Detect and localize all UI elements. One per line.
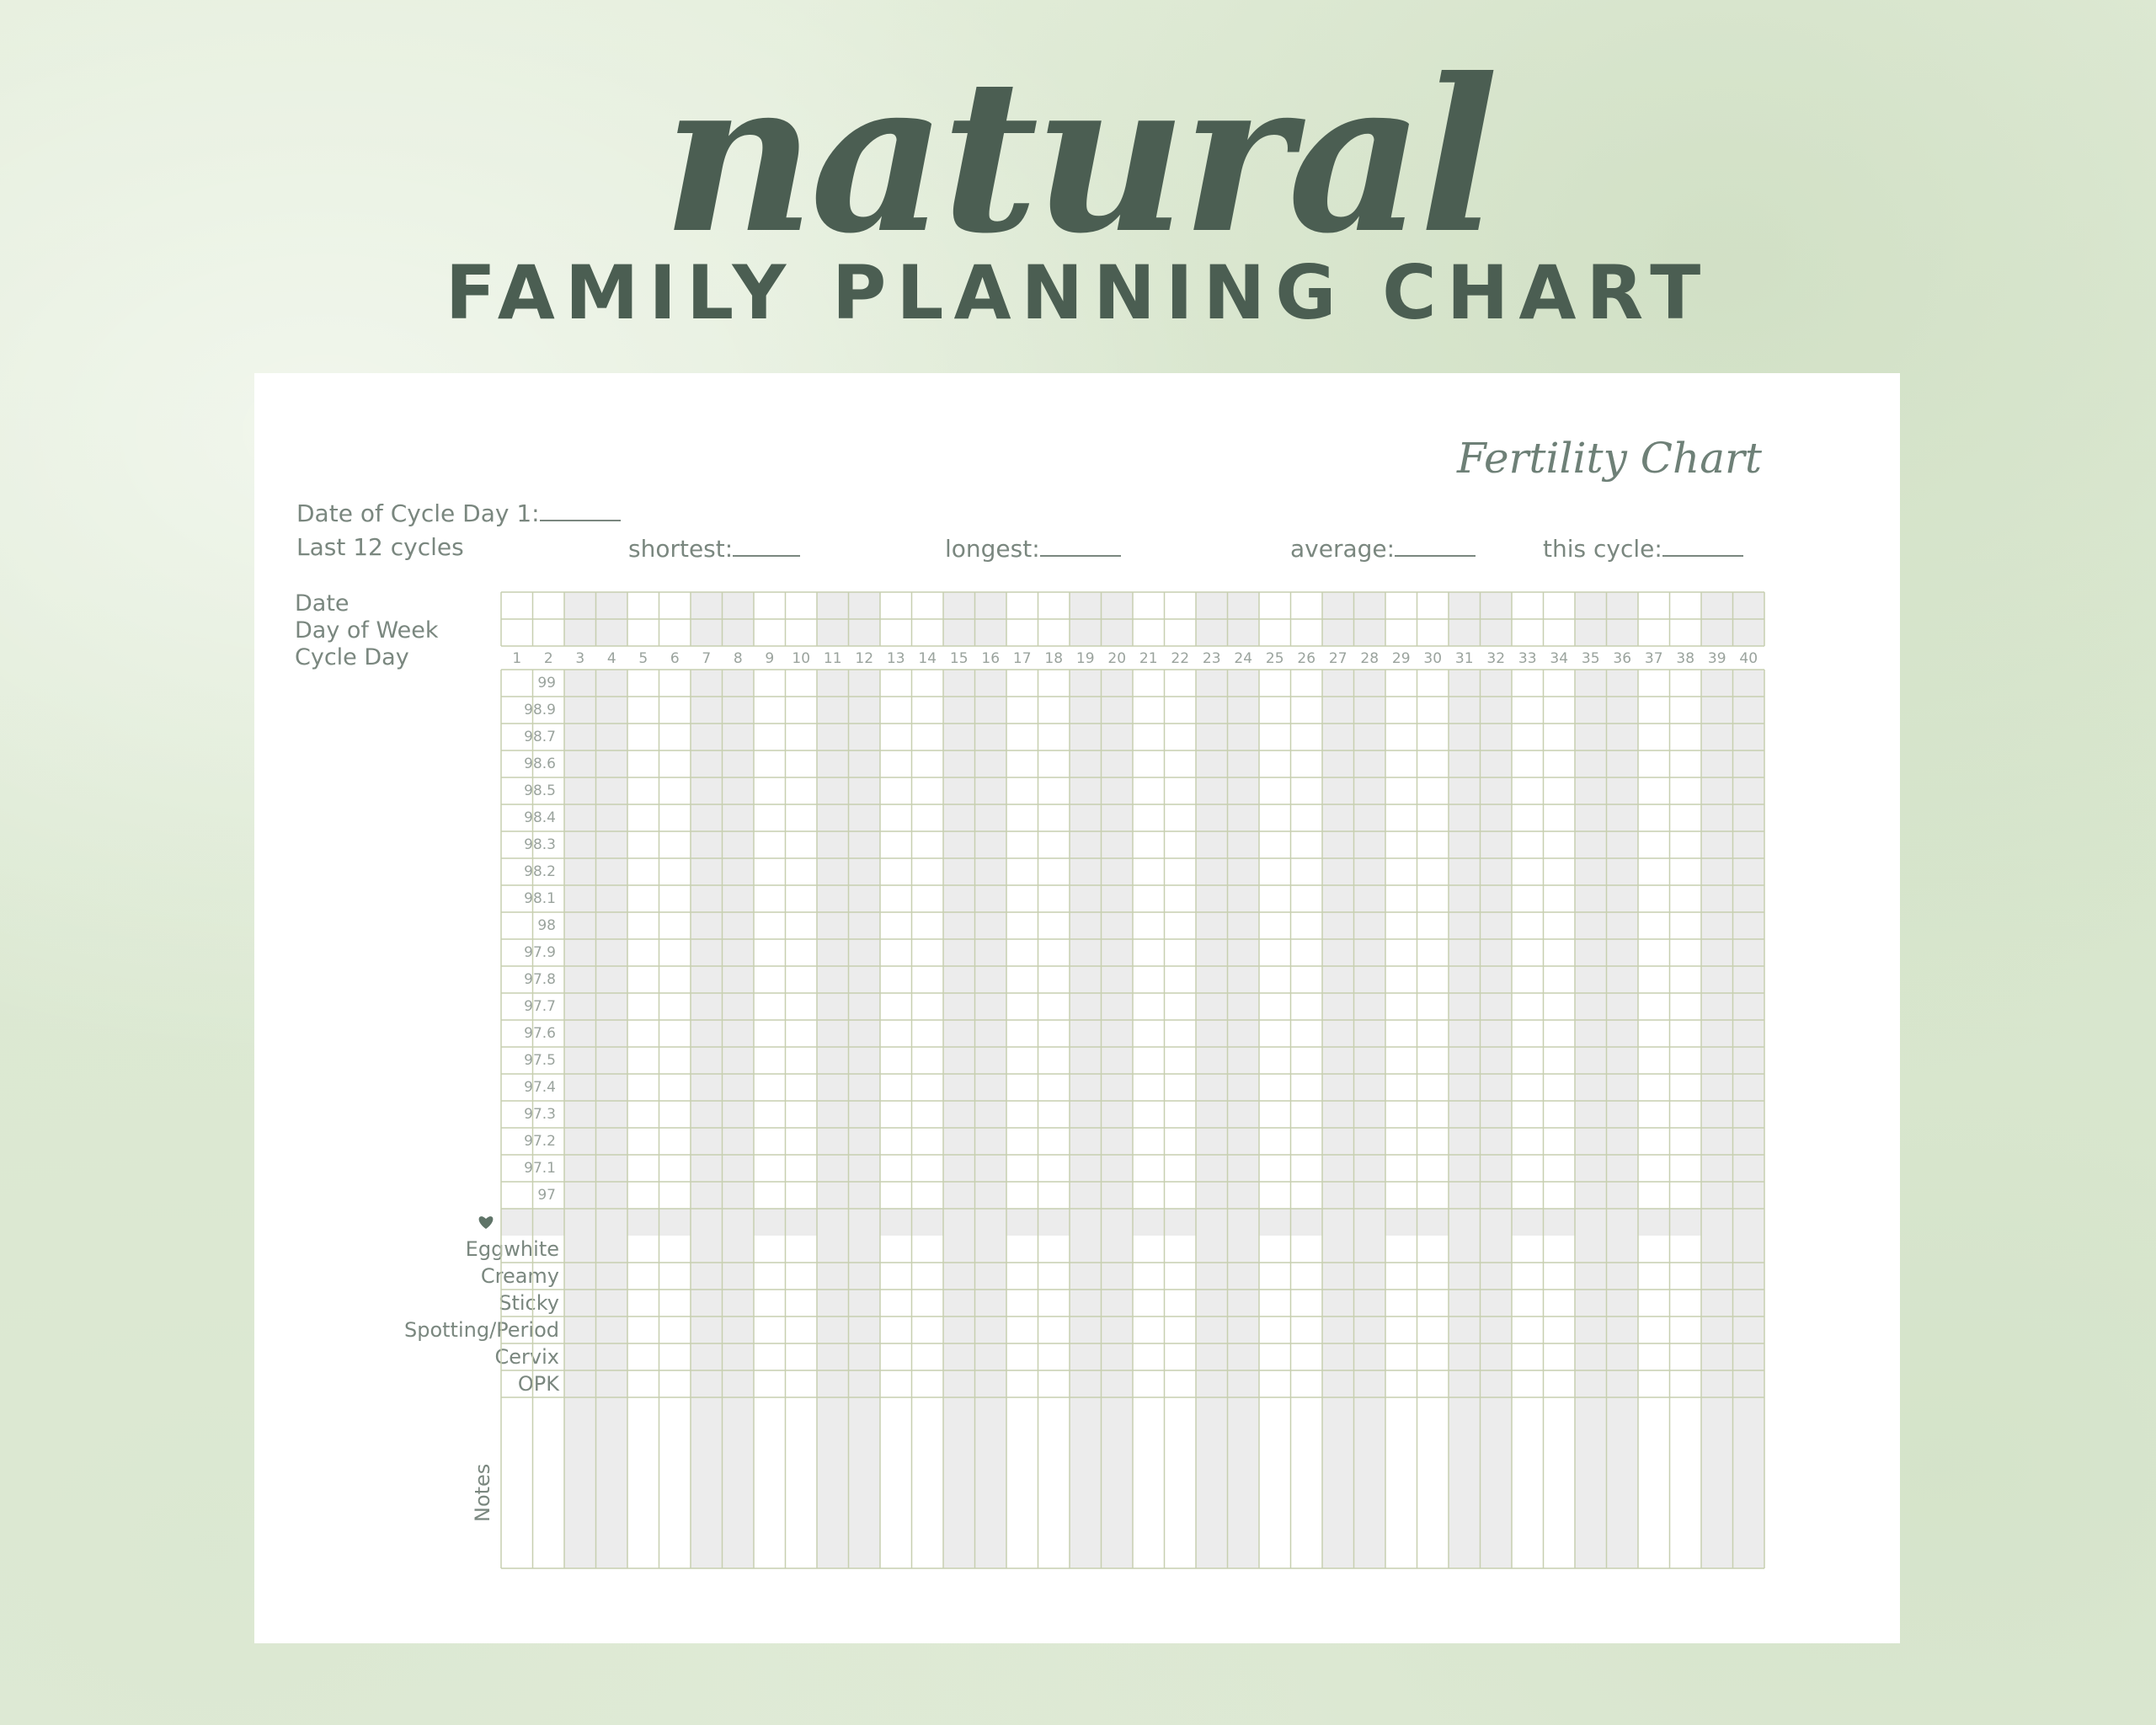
cycle-day-number: 34 bbox=[1550, 650, 1569, 667]
date-row-label: Date bbox=[295, 590, 350, 617]
main-title: FAMILY PLANNING CHART bbox=[445, 249, 1711, 336]
this-cycle-label: this cycle: bbox=[1543, 535, 1662, 563]
cycle-day-number: 9 bbox=[765, 650, 775, 667]
temperature-label: 97.3 bbox=[524, 1106, 556, 1123]
cycle-day-number: 2 bbox=[543, 650, 553, 667]
cycle-day-number: 4 bbox=[606, 650, 616, 667]
shortest-label: shortest: bbox=[628, 535, 734, 563]
cycle-day-number: 40 bbox=[1739, 650, 1758, 667]
cycle-day-number: 29 bbox=[1391, 650, 1411, 667]
shaded-column bbox=[849, 592, 881, 1568]
cycle-day-number: 37 bbox=[1644, 650, 1663, 667]
cycle-day-number: 35 bbox=[1581, 650, 1600, 667]
cycle-day-number: 3 bbox=[575, 650, 585, 667]
shaded-column bbox=[975, 592, 1007, 1568]
temperature-label: 98.4 bbox=[524, 809, 556, 826]
shaded-column bbox=[723, 592, 755, 1568]
cycle-day-number: 27 bbox=[1328, 650, 1348, 667]
temperature-label: 98.5 bbox=[524, 782, 556, 799]
temperature-label: 98.3 bbox=[524, 836, 556, 853]
temperature-label: 97 bbox=[537, 1187, 556, 1204]
heart-icon bbox=[479, 1216, 494, 1229]
cycle-day-number: 12 bbox=[855, 650, 874, 667]
shaded-column bbox=[1733, 592, 1765, 1568]
observation-row-label: OPK bbox=[517, 1372, 559, 1396]
cycle-day-number: 11 bbox=[823, 650, 842, 667]
cycle-day-number: 16 bbox=[981, 650, 1001, 667]
temperature-label: 97.1 bbox=[524, 1160, 556, 1177]
cycle-day-number: 23 bbox=[1202, 650, 1221, 667]
shaded-column bbox=[1575, 592, 1607, 1568]
cycle-day-number: 32 bbox=[1486, 650, 1506, 667]
chart-grid[interactable] bbox=[254, 373, 1900, 1643]
cycle-day-number: 18 bbox=[1044, 650, 1064, 667]
cycle-day-number: 21 bbox=[1139, 650, 1158, 667]
cycle-day-number: 31 bbox=[1454, 650, 1474, 667]
temperature-label: 97.4 bbox=[524, 1079, 556, 1096]
cycle-day-number: 13 bbox=[886, 650, 905, 667]
observation-row-label: Eggwhite bbox=[465, 1237, 559, 1261]
cycle-day-number: 8 bbox=[733, 650, 743, 667]
cycle-day-number: 33 bbox=[1518, 650, 1537, 667]
cycle-day-number: 24 bbox=[1234, 650, 1253, 667]
shaded-column bbox=[1481, 592, 1513, 1568]
temperature-label: 98.9 bbox=[524, 702, 556, 718]
temperature-label: 98.1 bbox=[524, 890, 556, 907]
shaded-column bbox=[1322, 592, 1354, 1568]
temperature-label: 98.2 bbox=[524, 863, 556, 880]
temperature-label: 97.6 bbox=[524, 1025, 556, 1042]
cycle-day-number: 20 bbox=[1107, 650, 1127, 667]
temperature-label: 97.2 bbox=[524, 1133, 556, 1150]
average-label: average: bbox=[1290, 535, 1396, 563]
temperature-label: 98 bbox=[537, 917, 556, 934]
temperature-label: 97.9 bbox=[524, 944, 556, 961]
cycle-day-number: 39 bbox=[1707, 650, 1726, 667]
cycle-day-number: 6 bbox=[670, 650, 680, 667]
cycle-day-number: 30 bbox=[1423, 650, 1443, 667]
shaded-column bbox=[1701, 592, 1733, 1568]
observation-row-label: Spotting/Period bbox=[403, 1318, 559, 1342]
cycle-day-number: 15 bbox=[949, 650, 969, 667]
observation-row-label: Sticky bbox=[499, 1291, 559, 1315]
shaded-column bbox=[564, 592, 596, 1568]
last-12-cycles-label: Last 12 cycles bbox=[296, 533, 464, 561]
temperature-label: 98.7 bbox=[524, 729, 556, 745]
shaded-column bbox=[1354, 592, 1386, 1568]
shaded-column bbox=[1196, 592, 1228, 1568]
cycle-day-number: 14 bbox=[918, 650, 937, 667]
script-title: natural bbox=[662, 32, 1494, 280]
shaded-column bbox=[817, 592, 849, 1568]
cycle-day-row-label: Cycle Day bbox=[295, 644, 409, 670]
cycle-day-number: 17 bbox=[1012, 650, 1032, 667]
temperature-label: 98.6 bbox=[524, 756, 556, 772]
temperature-label: 99 bbox=[537, 675, 556, 692]
observation-row-label: Cervix bbox=[494, 1345, 559, 1369]
cycle-day-number: 22 bbox=[1171, 650, 1190, 667]
cycle-day-number: 25 bbox=[1265, 650, 1284, 667]
temperature-label: 97.8 bbox=[524, 971, 556, 988]
temperature-label: 97.7 bbox=[524, 998, 556, 1015]
cycle-day-number: 26 bbox=[1297, 650, 1316, 667]
cycle-day-number: 1 bbox=[512, 650, 522, 667]
shaded-column bbox=[1228, 592, 1260, 1568]
cycle-day-number: 19 bbox=[1075, 650, 1095, 667]
shaded-column bbox=[1070, 592, 1102, 1568]
sheet-title: Fertility Chart bbox=[1456, 434, 1762, 483]
cycle-day-number: 36 bbox=[1613, 650, 1632, 667]
observation-row-label: Creamy bbox=[480, 1264, 559, 1288]
day-of-week-row-label: Day of Week bbox=[295, 617, 439, 644]
fertility-chart-sheet bbox=[254, 373, 1900, 1643]
longest-label: longest: bbox=[945, 535, 1040, 563]
cycle-day-number: 5 bbox=[638, 650, 648, 667]
shaded-column bbox=[943, 592, 975, 1568]
notes-label-text: Notes bbox=[471, 1463, 494, 1522]
cycle-day-strip bbox=[501, 646, 1764, 670]
cycle-day-1-label: Date of Cycle Day 1: bbox=[296, 499, 540, 527]
temperature-label: 97.5 bbox=[524, 1052, 556, 1069]
shaded-column bbox=[1102, 592, 1134, 1568]
cycle-day-number: 10 bbox=[792, 650, 811, 667]
cycle-day-number: 28 bbox=[1360, 650, 1380, 667]
shaded-column bbox=[1607, 592, 1639, 1568]
cycle-day-number: 7 bbox=[702, 650, 712, 667]
shaded-column bbox=[1449, 592, 1481, 1568]
shaded-column bbox=[596, 592, 628, 1568]
cycle-day-number: 38 bbox=[1676, 650, 1695, 667]
shaded-column bbox=[691, 592, 723, 1568]
